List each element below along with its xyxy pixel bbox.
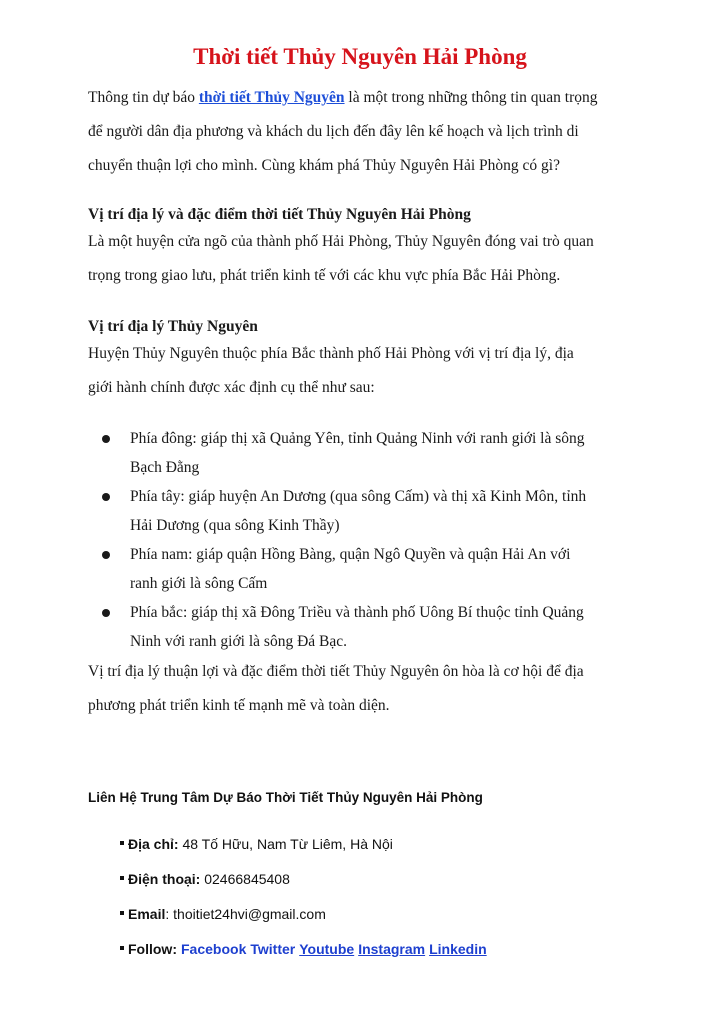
linkedin-link[interactable]: Linkedin (429, 941, 487, 957)
square-bullet-icon (120, 841, 124, 845)
list-item: Phía bắc: giáp thị xã Đông Triều và thành phố Uông Bí thuộc tỉnh Quảng Ninh với ranh giới là sông Đá Bạc. (100, 598, 640, 656)
square-bullet-icon (120, 876, 124, 880)
instagram-link[interactable]: Instagram (358, 941, 426, 957)
section1-paragraph: Là một huyện cửa ngõ của thành phố Hải Phòng, Thủy Nguyên đóng vai trò quan trọng trong giao lưu, phát triển kinh tế với các khu vực phía Bắc Hải Phòng. (88, 233, 594, 284)
page-title: Thời tiết Thủy Nguyên Hải Phòng (193, 44, 527, 69)
contact-phone: Điện thoại: 02466845408 (120, 871, 290, 887)
bullet-icon (102, 551, 110, 559)
square-bullet-icon (120, 911, 124, 915)
twitter-link[interactable]: Twitter (250, 941, 296, 957)
list-item: Phía tây: giáp huyện An Dương (qua sông Cấm) và thị xã Kinh Môn, tỉnh Hải Dương (qua sông Kinh Thầy) (100, 482, 640, 540)
contact-address: Địa chỉ: 48 Tố Hữu, Nam Từ Liêm, Hà Nội (120, 836, 393, 852)
contact-heading: Liên Hệ Trung Tâm Dự Báo Thời Tiết Thủy Nguyên Hải Phòng (88, 790, 483, 805)
list-item: Phía nam: giáp quận Hồng Bàng, quận Ngô Quyền và quận Hải An với ranh giới là sông Cấm (100, 540, 640, 598)
youtube-link[interactable]: Youtube (299, 941, 355, 957)
intro-line-3: chuyển thuận lợi cho mình. Cùng khám phá Thủy Nguyên Hải Phòng có gì? (88, 157, 560, 174)
contact-email: Email: thoitiet24hvi@gmail.com (120, 906, 326, 922)
boundary-list (100, 424, 640, 656)
contact-follow: Follow: Facebook Twitter Youtube Instagram Linkedin (120, 941, 487, 957)
intro-paragraph (88, 81, 648, 183)
weather-link[interactable]: thời tiết Thủy Nguyên (198, 89, 345, 106)
square-bullet-icon (120, 946, 124, 950)
intro-line-1: Thông tin dự báo thời tiết Thủy Nguyên là một trong những thông tin quan trọng (88, 89, 598, 106)
intro-line-2: để người dân địa phương và khách du lịch đến đây lên kế hoạch và lịch trình di (88, 123, 579, 140)
section1-heading: Vị trí địa lý và đặc điểm thời tiết Thủy Nguyên Hải Phòng (88, 206, 471, 223)
bullet-icon (102, 493, 110, 501)
section2-heading: Vị trí địa lý Thủy Nguyên (88, 318, 258, 335)
list-item: Phía đông: giáp thị xã Quảng Yên, tỉnh Quảng Ninh với ranh giới là sông Bạch Đằng (100, 424, 640, 482)
bullet-icon (102, 435, 110, 443)
closing-paragraph: Vị trí địa lý thuận lợi và đặc điểm thời tiết Thủy Nguyên ôn hòa là cơ hội để địa phương phát triển kinh tế mạnh mẽ và toàn diện. (88, 663, 584, 714)
facebook-link[interactable]: Facebook (181, 941, 247, 957)
section2-paragraph: Huyện Thủy Nguyên thuộc phía Bắc thành phố Hải Phòng với vị trí địa lý, địa giới hành chính được xác định cụ thể như sau: (88, 345, 574, 396)
bullet-icon (102, 609, 110, 617)
